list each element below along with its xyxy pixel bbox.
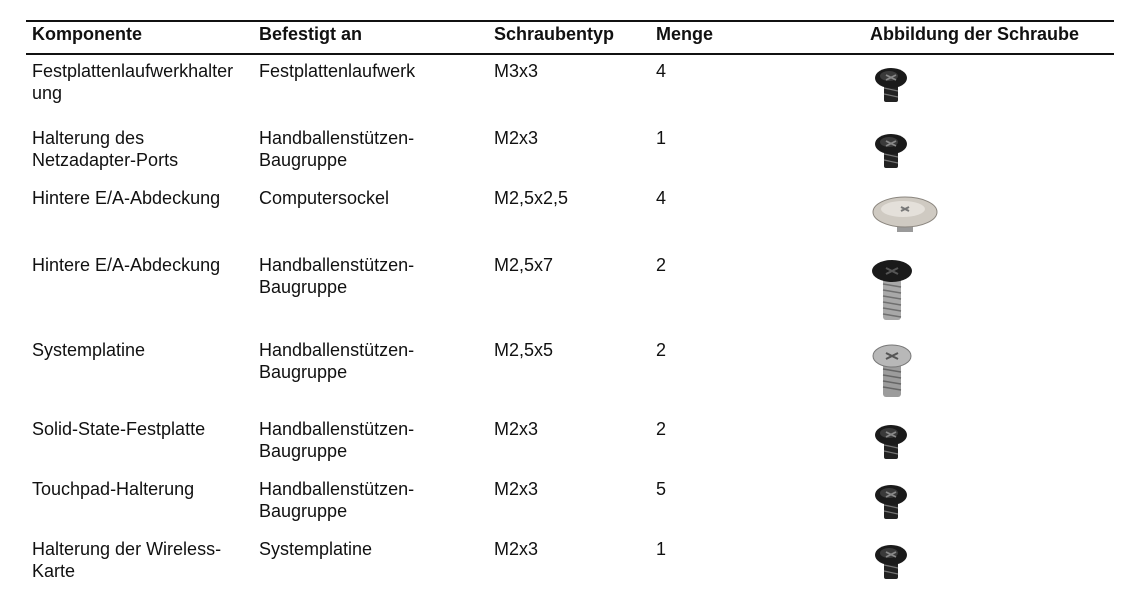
cell-component-line: Systemplatine (32, 340, 146, 360)
black-screw-short-icon (873, 132, 909, 177)
cell-quantity (656, 127, 706, 149)
cell-attached-to (259, 339, 479, 383)
cell-component (32, 538, 252, 582)
cell-screw-type-line: M2x3 (494, 128, 539, 148)
table-header-rule (26, 53, 1114, 55)
cell-quantity (656, 538, 706, 560)
cell-component (32, 418, 252, 440)
cell-attached-to-line: Baugruppe (259, 441, 348, 461)
cell-screw-type-line: M2,5x2,5 (494, 188, 569, 208)
cell-screw-type-line: M2x3 (494, 419, 539, 439)
cell-attached-to (259, 127, 479, 171)
cell-attached-to (259, 254, 479, 298)
cell-screw-type-line: M2,5x5 (494, 340, 554, 360)
cell-screw-type (494, 538, 644, 560)
cell-component-line: ung (32, 83, 63, 103)
cell-quantity (656, 418, 706, 440)
cell-component-line: Festplattenlaufwerkhalter (32, 61, 234, 81)
cell-component (32, 187, 252, 209)
cell-attached-to-line: Baugruppe (259, 277, 348, 297)
cell-attached-to-line: Festplattenlaufwerk (259, 61, 416, 81)
cell-screw-type-line: M2x3 (494, 539, 539, 559)
black-screw-long-icon (870, 258, 914, 327)
cell-attached-to-line: Handballenstützen- (259, 128, 415, 148)
cell-attached-to (259, 418, 479, 462)
cell-attached-to (259, 60, 479, 82)
cell-attached-to (259, 187, 479, 209)
cell-component-line: Halterung des (32, 128, 145, 148)
black-screw-short-icon (873, 483, 909, 528)
cell-component-line: Touchpad-Halterung (32, 479, 195, 499)
cell-quantity (656, 254, 706, 276)
cell-quantity-line: 2 (656, 255, 667, 275)
cell-attached-to-line: Handballenstützen- (259, 255, 415, 275)
header-quantity: Menge (656, 24, 714, 44)
cell-screw-type (494, 478, 644, 500)
cell-component (32, 127, 252, 171)
cell-component-line: Netzadapter-Ports (32, 150, 179, 170)
table-top-rule (26, 20, 1114, 22)
black-screw-short-icon (873, 423, 909, 468)
header-component: Komponente (32, 24, 142, 44)
cell-attached-to-line: Systemplatine (259, 539, 373, 559)
cell-screw-type (494, 418, 644, 440)
cell-component (32, 339, 252, 361)
black-screw-short-icon (873, 543, 909, 588)
cell-attached-to (259, 538, 479, 560)
cell-quantity (656, 187, 706, 209)
cell-quantity-line: 1 (656, 128, 667, 148)
cell-component (32, 254, 252, 276)
header-attached-to: Befestigt an (259, 24, 363, 44)
cell-quantity-line: 1 (656, 539, 667, 559)
header-screw-image: Abbildung der Schraube (870, 24, 1080, 44)
cell-quantity-line: 2 (656, 340, 667, 360)
cell-attached-to-line: Baugruppe (259, 501, 348, 521)
cell-screw-type (494, 60, 644, 82)
cell-screw-type (494, 254, 644, 276)
cell-screw-type-line: M2x3 (494, 479, 539, 499)
cell-screw-type (494, 339, 644, 361)
cell-quantity (656, 339, 706, 361)
cell-component-line: Hintere E/A-Abdeckung (32, 255, 221, 275)
cell-quantity-line: 5 (656, 479, 667, 499)
cell-attached-to-line: Handballenstützen- (259, 479, 415, 499)
cell-quantity (656, 478, 706, 500)
black-screw-short-icon (873, 66, 909, 111)
cell-component-line: Hintere E/A-Abdeckung (32, 188, 221, 208)
silver-screw-medium-icon (870, 343, 914, 404)
cell-component-line: Halterung der Wireless- (32, 539, 222, 559)
cell-screw-type (494, 187, 644, 209)
cell-attached-to-line: Baugruppe (259, 362, 348, 382)
cell-attached-to-line: Handballenstützen- (259, 340, 415, 360)
cell-attached-to (259, 478, 479, 522)
cell-attached-to-line: Baugruppe (259, 150, 348, 170)
cell-screw-type (494, 127, 644, 149)
cell-quantity (656, 60, 706, 82)
cell-attached-to-line: Handballenstützen- (259, 419, 415, 439)
cell-quantity-line: 4 (656, 61, 667, 81)
header-screw-type: Schraubentyp (494, 24, 615, 44)
cell-component-line: Karte (32, 561, 76, 581)
cell-component (32, 60, 252, 104)
cell-attached-to-line: Computersockel (259, 188, 390, 208)
cell-quantity-line: 2 (656, 419, 667, 439)
silver-wafer-screw-icon (870, 190, 940, 245)
cell-screw-type-line: M2,5x7 (494, 255, 554, 275)
cell-quantity-line: 4 (656, 188, 667, 208)
cell-component (32, 478, 252, 500)
cell-component-line: Solid-State-Festplatte (32, 419, 206, 439)
cell-screw-type-line: M3x3 (494, 61, 539, 81)
